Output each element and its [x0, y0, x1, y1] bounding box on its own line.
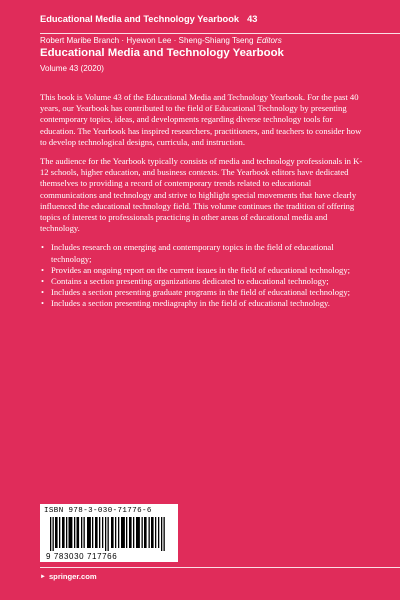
bullet-icon: • — [41, 287, 45, 298]
feature-item — [40, 287, 368, 298]
feature-item — [40, 265, 368, 276]
barcode-digits: 9 783030 717766 — [46, 552, 118, 561]
bullet-icon: • — [41, 242, 45, 253]
footer-divider — [40, 567, 400, 568]
editor-names: Robert Maribe Branch · Hyewon Lee · Sheng-Shiang Tseng — [40, 36, 254, 45]
series-volume-number: 43 — [247, 14, 258, 24]
bullet-icon: • — [41, 276, 45, 287]
feature-text: Includes a section presenting mediagraphy in the field of educational technology. — [51, 298, 330, 309]
bullet-icon: • — [41, 264, 45, 275]
series-title: Educational Media and Technology Yearbook — [40, 14, 240, 24]
feature-list — [40, 242, 368, 309]
description-paragraph-1: This book is Volume 43 of the Educational Media and Technology Yearbook. For the past 40 years, our Yearbook has contributed to the field of Educational Technology by presenting contemporary topics, ideas, and developments regarding diverse technology tools for education. The Yearbook has inspired researchers, practitioners, and teachers to consider how to develop technological designs, curricula, and instruction. — [40, 92, 362, 147]
editors-role: Editors — [256, 36, 282, 45]
description-paragraph-2: The audience for the Yearbook typically consists of media and technology professionals in K-12 schools, higher education, and business contexts. The Yearbook editors have dedicated themselves to providing a record of contemporary trends related to educational communications and technology and strive to highlight special movements that have clearly influenced the educational technology field. This volume continues the tradition of offering topics of interest to professionals practicing in other areas of educational media and technology. — [40, 156, 363, 234]
feature-item — [40, 242, 368, 264]
header-divider — [40, 33, 400, 34]
feature-text: Includes a section presenting graduate programs in the field of educational technology; — [51, 287, 351, 298]
feature-text: Contains a section presenting organizations dedicated to educational technology; — [51, 276, 329, 287]
book-title: Educational Media and Technology Yearbook — [40, 47, 284, 59]
editors-line — [40, 36, 380, 45]
isbn-label: ISBN 978-3-030-71776-6 — [44, 507, 152, 515]
feature-item — [40, 298, 368, 309]
bullet-icon: • — [41, 298, 45, 309]
series-header — [40, 14, 380, 24]
barcode-icon — [44, 517, 174, 551]
feature-text: Includes research on emerging and contemporary topics in the field of educational technology; — [51, 242, 334, 264]
feature-item — [40, 276, 368, 287]
publisher-url: springer.com — [48, 572, 97, 581]
volume-line: Volume 43 (2020) — [40, 64, 104, 73]
isbn-barcode — [40, 504, 178, 562]
description — [40, 92, 368, 310]
publisher-link[interactable] — [40, 572, 97, 581]
feature-text: Provides an ongoing report on the current issues in the field of educational technology; — [51, 264, 351, 275]
arrow-icon: ► — [40, 573, 46, 580]
